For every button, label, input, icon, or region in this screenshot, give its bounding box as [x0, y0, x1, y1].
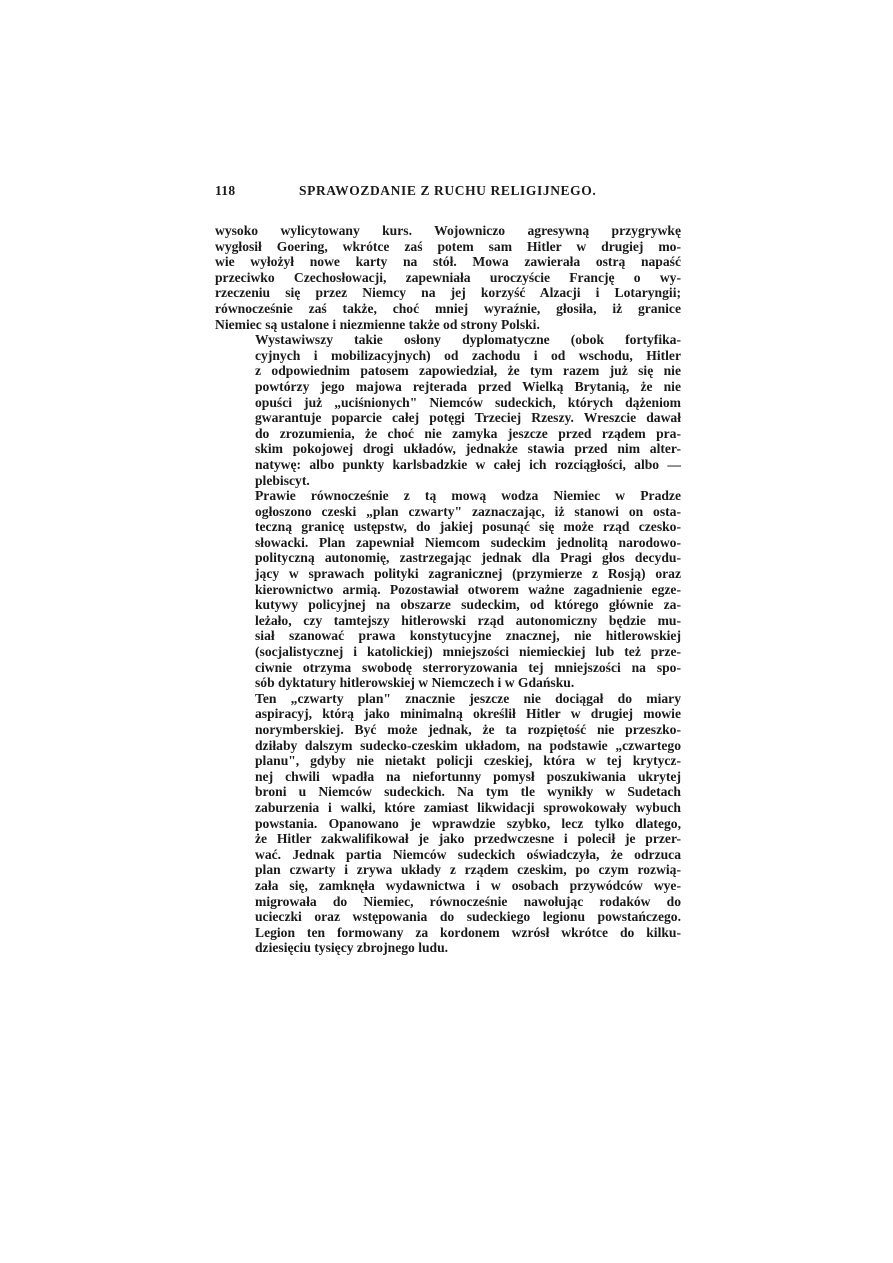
text-line: powstania. Opanowano je wprawdzie szybko, lecz tylko dlatego, — [255, 815, 681, 831]
text-line: kutywy policyjnej na obszarze sudeckim, od którego głównie za- — [255, 597, 681, 613]
text-line: Niemiec są ustalone i niezmienne także od strony Polski. — [215, 316, 540, 332]
text-line: planu", gdyby nie nietakt policji czeskiej, która w tej krytycz- — [255, 753, 681, 769]
book-page — [215, 183, 681, 956]
text-line: kierownictwo armią. Pozostawiał otworem ważne zagadnienie egze- — [255, 581, 681, 597]
text-line: opuści już „uciśnionych" Niemców sudeckich, których dążeniom — [255, 394, 681, 410]
text-line: skim pokojowej drogi układów, jednakże stawia przed nim alter- — [255, 441, 681, 457]
text-line: sób dyktatury hitlerowskiej w Niemczech i w Gdańsku. — [255, 675, 575, 691]
text-line: wie wyłożył nowe karty na stół. Mowa zawierała ostrą napaść — [215, 254, 681, 270]
text-line: rzeczeniu się przez Niemcy na jej korzyść Alzacji i Lotaryngii; — [215, 285, 681, 301]
text-line: do zrozumienia, że choć nie zamyka jeszcze przed rządem pra- — [255, 425, 681, 441]
text-line: Wystawiwszy takie osłony dyplomatyczne (obok fortyfika- — [255, 332, 681, 348]
text-line: zaburzenia i walki, które zamiast likwidacji sprowokowały wybuch — [255, 799, 681, 815]
text-line: broni u Niemców sudeckich. Na tym tle wynikły w Sudetach — [255, 784, 681, 800]
running-title: SPRAWOZDANIE Z RUCHU RELIGIJNEGO. — [299, 183, 597, 198]
page-number: 118 — [215, 183, 236, 198]
text-line: teczną granicę ustępstw, do jakiej posunąć się może rząd czesko- — [255, 519, 681, 535]
text-line: Ten „czwarty plan" znacznie jeszcze nie dociągał do miary — [255, 690, 681, 706]
text-line: wysoko wylicytowany kurs. Wojowniczo agresywną przygrywkę — [215, 223, 681, 238]
text-line: nej chwili wpadła na niefortunny pomysł poszukiwania ukrytej — [255, 768, 681, 784]
text-line: polityczną autonomię, zastrzegając jednak dla Pragi głos decydu- — [255, 550, 681, 566]
paragraph — [215, 223, 681, 332]
paragraph — [215, 691, 681, 956]
text-line: ucieczki oraz wstępowania do sudeckiego legionu powstańczego. — [255, 909, 681, 925]
text-line: plan czwarty i zrywa układy z rządem czeskim, po czym rozwią- — [255, 862, 681, 878]
running-head — [215, 183, 681, 205]
text-line: zała się, zamknęła wydawnictwa i w osobach przywódców wye- — [255, 877, 681, 893]
text-line: dziłaby dalszym sudecko-czeskim układom, na podstawie „czwartego — [255, 737, 681, 753]
text-line: jący w sprawach polityki zagranicznej (przymierze z Rosją) oraz — [255, 566, 681, 582]
text-line: Prawie równocześnie z tą mową wodza Niemiec w Pradze — [255, 488, 681, 504]
text-line: ogłoszono czeski „plan czwarty" zaznaczając, iż stanowi on osta- — [255, 503, 681, 519]
text-line: Legion ten formowany za kordonem wzrósł wkrótce do kilku- — [255, 924, 681, 940]
paragraph — [215, 488, 681, 691]
text-line: dziesięciu tysięcy zbrojnego ludu. — [255, 940, 449, 956]
text-line: plebiscyt. — [255, 472, 310, 488]
text-line: (socjalistycznej i katolickiej) mniejszości niemieckiej lub też prze- — [255, 644, 681, 660]
text-line: migrowała do Niemiec, równocześnie nawołując rodaków do — [255, 893, 681, 909]
paragraph — [215, 332, 681, 488]
text-line: natywę: albo punkty karlsbadzkie w całej ich rozciągłości, albo — — [255, 456, 681, 472]
text-line: cyjnych i mobilizacyjnych) od zachodu i od wschodu, Hitler — [255, 347, 681, 363]
body-text — [215, 223, 681, 956]
text-line: aspiracyj, którą jako minimalną określił Hitler w drugiej mowie — [255, 706, 681, 722]
text-line: siał szanować prawa konstytucyjne znacznej, nie hitlerowskiej — [255, 628, 681, 644]
text-line: że Hitler zakwalifikował je jako przedwczesne i polecił je przer- — [255, 831, 681, 847]
text-line: wać. Jednak partia Niemców sudeckich oświadczyła, że odrzuca — [255, 846, 681, 862]
text-line: leżało, czy tamtejszy hitlerowski rząd autonomiczny będzie mu- — [255, 612, 681, 628]
text-line: równocześnie zaś także, choć mniej wyraźnie, głosiła, iż granice — [215, 300, 681, 316]
text-line: powtórzy jego majowa rejterada przed Wielką Brytanią, że nie — [255, 378, 681, 394]
text-line: wygłosił Goering, wkrótce zaś potem sam Hitler w drugiej mo- — [215, 238, 681, 254]
text-line: słowacki. Plan zapewniał Niemcom sudeckim jednolitą narodowo- — [255, 534, 681, 550]
text-line: z odpowiednim patosem zapowiedział, że tym razem już się nie — [255, 363, 681, 379]
text-line: norymberskiej. Być może jednak, że ta rozpiętość nie przeszko- — [255, 722, 681, 737]
text-line: gwarantuje poparcie całej potęgi Trzeciej Rzeszy. Wreszcie dawał — [255, 410, 681, 426]
text-line: przeciwko Czechosłowacji, zapewniała uroczyście Francję o wy- — [215, 269, 681, 285]
text-line: ciwnie otrzyma swobodę sterroryzowania tej mniejszości na spo- — [255, 659, 681, 675]
